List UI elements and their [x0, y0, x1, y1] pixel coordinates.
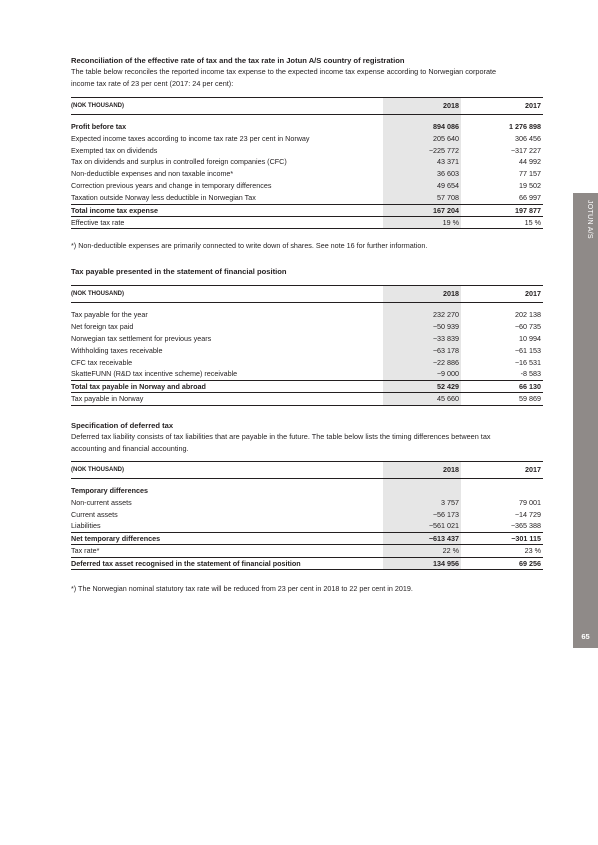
value-2018: 45 660	[383, 393, 461, 406]
year-2018-header: 2018	[383, 461, 461, 478]
value-2018: −33 839	[383, 333, 461, 345]
value-2017: −14 729	[514, 509, 541, 519]
value-2018: −22 886	[383, 357, 461, 369]
deferred-tax-table	[71, 461, 543, 570]
value-2017: 79 001	[519, 497, 541, 507]
footnote: *) The Norwegian nominal statutory tax rate will be reduced from 23 per cent in 2018 to 22 per cent in 2019.	[71, 583, 413, 593]
value-2017: 66 997	[519, 192, 541, 202]
value-2018: −225 772	[383, 145, 461, 157]
year-2017-header: 2017	[461, 286, 543, 303]
value-2017: −365 388	[510, 521, 541, 531]
table-row	[71, 333, 543, 345]
page-content	[71, 55, 543, 594]
table-row	[71, 520, 543, 532]
row-label: Expected income taxes according to income tax rate 23 per cent in Norway	[71, 133, 310, 143]
total-row	[71, 533, 543, 545]
row-label: Tax on dividends and surplus in controlled foreign companies (CFC)	[71, 157, 287, 167]
value-2018: 232 270	[383, 309, 461, 321]
value-2017: −301 115	[461, 533, 543, 545]
value-2018: 52 429	[383, 381, 461, 393]
table-row	[71, 357, 543, 369]
row-label: Total income tax expense	[71, 204, 383, 216]
value-2017: 59 869	[461, 393, 543, 406]
row-label: Taxation outside Norway less deductible in Norwegian Tax	[71, 192, 256, 202]
value-2018: −9 000	[383, 368, 461, 380]
tax-payable-table	[71, 285, 543, 406]
subheading-row	[71, 485, 543, 497]
value-2017: 66 130	[461, 381, 543, 393]
value-2018: 36 603	[383, 168, 461, 180]
section-intro: The table below reconciles the reported income tax expense to the expected income tax expense according to Norwegian corporate	[71, 67, 497, 76]
value-2018: 43 371	[383, 156, 461, 168]
table-row	[71, 321, 543, 333]
value-2017: 77 157	[519, 169, 541, 179]
row-label: Total tax payable in Norway and abroad	[71, 381, 383, 393]
side-tab	[573, 193, 598, 648]
table-header-row	[71, 461, 543, 478]
year-2018-header: 2018	[383, 98, 461, 115]
row-label: Norwegian tax settlement for previous years	[71, 333, 212, 343]
row-label: SkatteFUNN (R&D tax incentive scheme) receivable	[71, 369, 238, 379]
total-row	[71, 204, 543, 216]
value-2018: 3 757	[383, 497, 461, 509]
value-2017: 19 502	[519, 180, 541, 190]
value-2017: 23 %	[524, 546, 541, 556]
section-intro: accounting and financial accounting.	[71, 443, 189, 453]
value-2017: 197 877	[461, 204, 543, 216]
year-2018-header: 2018	[383, 286, 461, 303]
table-row	[71, 168, 543, 180]
row-label: Net temporary differences	[71, 533, 383, 545]
table-header-row	[71, 98, 543, 115]
table-row	[71, 345, 543, 357]
total-row	[71, 557, 543, 569]
table-header-row	[71, 286, 543, 303]
side-tab-label: JOTUN A/S	[586, 200, 593, 239]
table-row	[71, 192, 543, 204]
value-2017: 1 276 898	[509, 122, 541, 131]
table-row	[71, 216, 543, 229]
value-2017: −60 735	[514, 322, 541, 332]
value-2018: −613 437	[383, 533, 461, 545]
table-row	[71, 509, 543, 521]
table-row	[71, 368, 543, 380]
year-2017-header: 2017	[461, 461, 543, 478]
total-row	[71, 381, 543, 393]
row-label: Tax payable in Norway	[71, 393, 383, 406]
table-row	[71, 121, 543, 133]
value-2018: 57 708	[383, 192, 461, 204]
row-label: Non-deductible expenses and non taxable income*	[71, 169, 234, 179]
value-2017: −317 227	[510, 145, 541, 155]
section-title: Tax payable presented in the statement of financial position	[71, 267, 287, 277]
table-row	[71, 133, 543, 145]
table-row	[71, 393, 543, 406]
value-2017: −61 153	[514, 345, 541, 355]
value-2018: −50 939	[383, 321, 461, 333]
row-label: Net foreign tax paid	[71, 322, 134, 332]
value-2018: 22 %	[383, 545, 461, 558]
section-title: Specification of deferred tax	[71, 420, 174, 430]
value-2018: −561 021	[383, 520, 461, 532]
value-2017: 306 456	[515, 133, 541, 143]
value-2018: −56 173	[383, 509, 461, 521]
value-2017: −16 531	[514, 357, 541, 367]
value-2017: 69 256	[461, 557, 543, 569]
value-2017: 44 992	[519, 157, 541, 167]
table-row	[71, 497, 543, 509]
value-2018: 205 640	[383, 133, 461, 145]
row-label: Tax payable for the year	[71, 310, 148, 320]
value-2017: 10 994	[519, 333, 541, 343]
row-label: Effective tax rate	[71, 216, 383, 229]
table-row	[71, 180, 543, 192]
unit-label: (NOK THOUSAND)	[71, 286, 383, 303]
value-2017: 202 138	[515, 310, 541, 320]
page-number: 65	[581, 632, 590, 641]
row-label: Profit before tax	[71, 122, 127, 131]
row-label: CFC tax receivable	[71, 357, 133, 367]
table-row	[71, 145, 543, 157]
row-label: Withholding taxes receivable	[71, 345, 163, 355]
table-row	[71, 309, 543, 321]
value-2018: 134 956	[383, 557, 461, 569]
row-label: Deferred tax asset recognised in the statement of financial position	[71, 557, 383, 569]
section-intro: income tax rate of 23 per cent (2017: 24 per cent):	[71, 79, 234, 88]
value-2018: 19 %	[383, 216, 461, 229]
tax-reconciliation-table	[71, 97, 543, 229]
section-title: Reconciliation of the effective rate of tax and the tax rate in Jotun A/S country of registration	[71, 56, 405, 65]
row-label: Liabilities	[71, 521, 101, 531]
table-row	[71, 156, 543, 168]
unit-label: (NOK THOUSAND)	[71, 98, 383, 115]
row-label: Correction previous years and change in temporary differences	[71, 180, 272, 190]
row-label: Non-current assets	[71, 497, 132, 507]
value-2018: 167 204	[383, 204, 461, 216]
row-label: Temporary differences	[71, 485, 148, 495]
value-2018: 49 654	[383, 180, 461, 192]
row-label: Exempted tax on dividends	[71, 145, 158, 155]
year-2017-header: 2017	[461, 98, 543, 115]
row-label: Current assets	[71, 509, 118, 519]
value-2017: 15 %	[461, 216, 543, 229]
row-label: Tax rate*	[71, 546, 100, 556]
value-2018: −63 178	[383, 345, 461, 357]
table-row	[71, 545, 543, 558]
value-2017: -8 583	[520, 369, 541, 379]
value-2018: 894 086	[383, 121, 461, 133]
section-intro: Deferred tax liability consists of tax liabilities that are payable in the future. The table below lists the timing differences between tax	[71, 431, 491, 441]
footnote: *) Non-deductible expenses are primarily connected to write down of shares. See note 16 for further information.	[71, 241, 428, 251]
unit-label: (NOK THOUSAND)	[71, 461, 383, 478]
